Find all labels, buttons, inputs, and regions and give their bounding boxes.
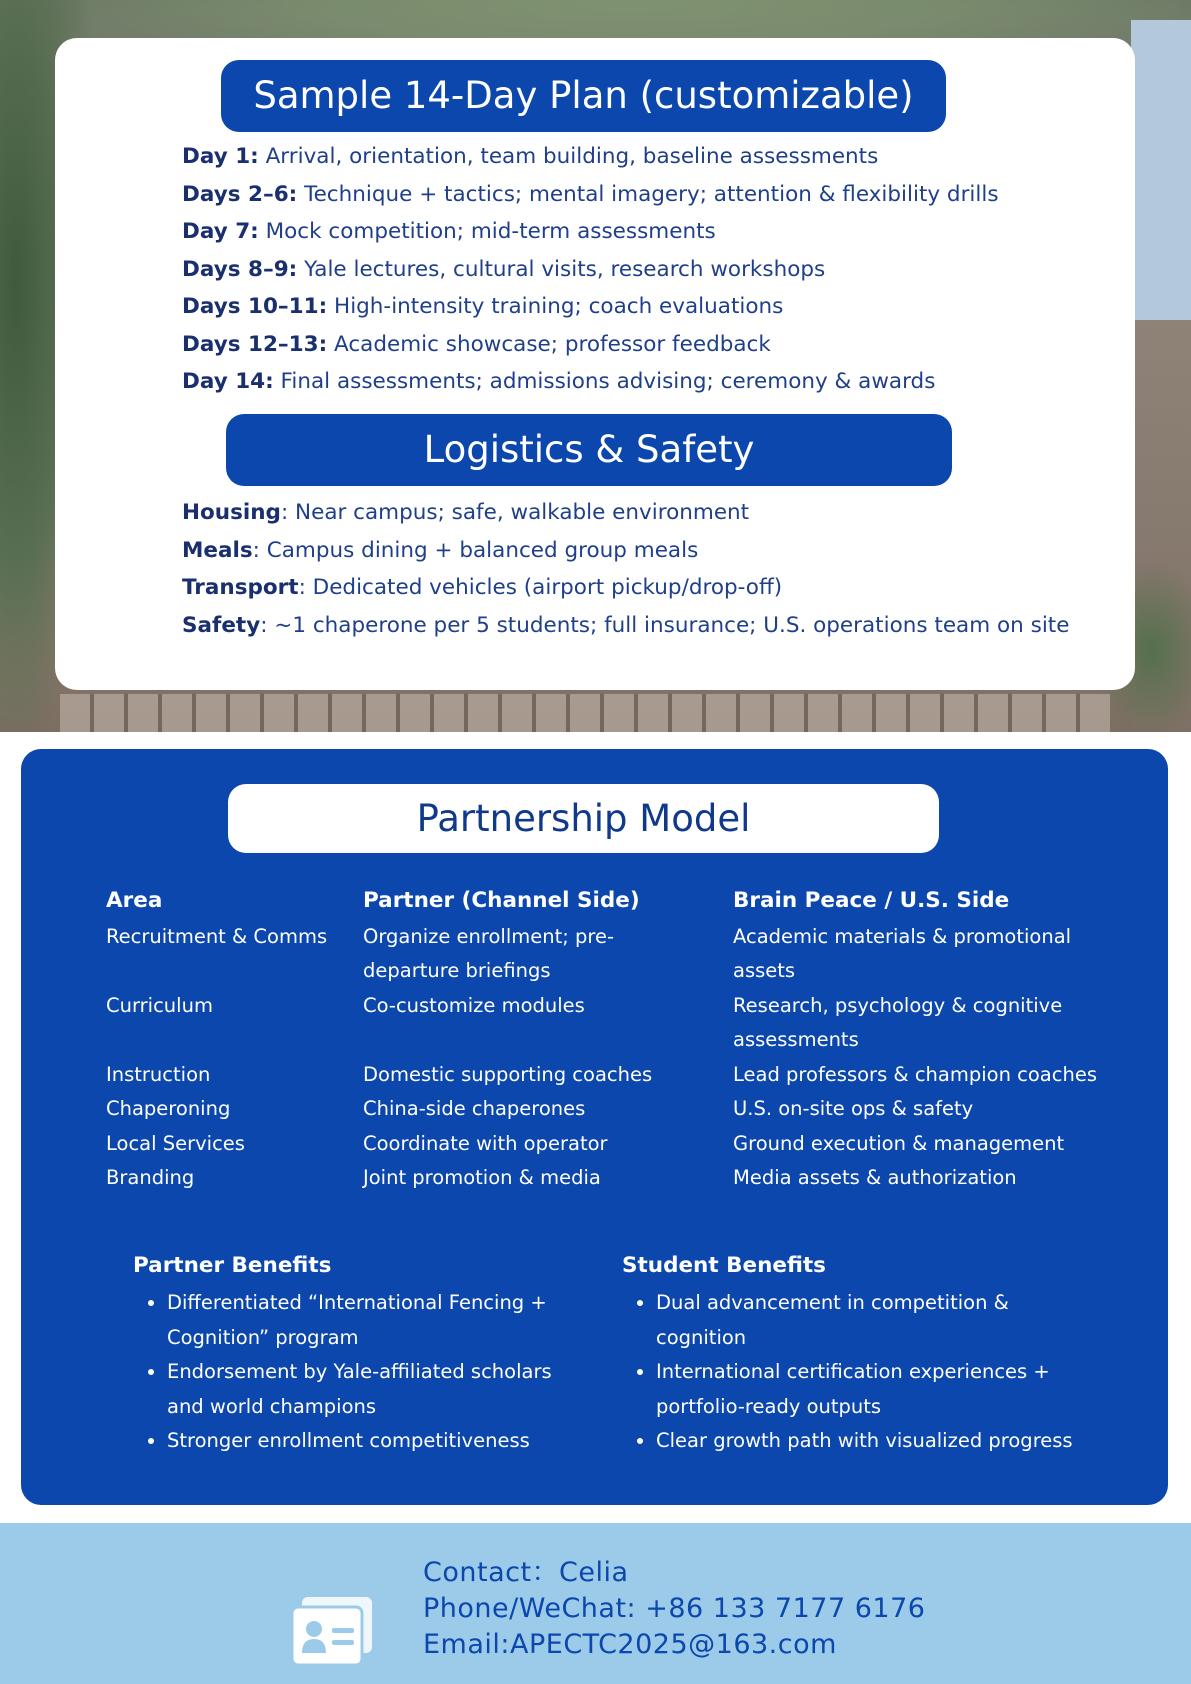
partner-benefits [133, 1253, 553, 1459]
contact-email[interactable]: Email:APECTC2025@163.com [423, 1629, 837, 1660]
list-item: • Stronger enrollment competitiveness [167, 1424, 553, 1459]
table-cell-us-side: Ground execution & management [733, 1132, 1065, 1155]
table-header-us-side: Brain Peace / U.S. Side [733, 888, 1010, 913]
logistics-title: Logistics & Safety [226, 414, 952, 486]
table-header-partner: Partner (Channel Side) [363, 888, 640, 913]
table-cell-us-side: Lead professors & champion coaches [733, 1063, 1097, 1086]
list-item: • International certification experiences + portfolio-ready outputs [656, 1355, 1092, 1424]
table-cell-us-side: U.S. on-site ops & safety [733, 1097, 974, 1120]
partnership-title: Partnership Model [228, 784, 939, 853]
list-item: • Dual advancement in competition & cognition [656, 1286, 1092, 1355]
building-windows [60, 694, 1110, 732]
plan-day-item: Days 8–9: Yale lectures, cultural visits, research workshops [182, 256, 826, 282]
list-item: • Clear growth path with visualized progress [656, 1424, 1092, 1459]
logistics-item: Meals: Campus dining + balanced group meals [182, 537, 699, 563]
table-cell-area: Chaperoning [106, 1097, 231, 1120]
plan-day-item: Day 7: Mock competition; mid-term assessments [182, 219, 716, 244]
student-benefits-title: Student Benefits [622, 1253, 826, 1278]
list-item: • Endorsement by Yale-affiliated scholars and world champions [167, 1355, 553, 1424]
plan-day-item: Days 12–13: Academic showcase; professor feedback [182, 331, 771, 357]
table-cell-us-side: Research, psychology & cognitive assessments [733, 994, 1063, 1051]
table-cell-area: Instruction [106, 1063, 211, 1086]
table-cell-partner: China-side chaperones [363, 1097, 586, 1120]
logistics-item: Safety: ~1 chaperone per 5 students; full insurance; U.S. operations team on site [182, 612, 1070, 638]
plan-day-item: Days 10–11: High-intensity training; coach evaluations [182, 294, 784, 319]
plan-day-item: Day 14: Final assessments; admissions advising; ceremony & awards [182, 369, 936, 394]
plan-day-item: Day 1: Arrival, orientation, team building, baseline assessments [182, 144, 879, 169]
table-cell-us-side: Media assets & authorization [733, 1166, 1017, 1189]
logistics-item: Transport: Dedicated vehicles (airport pickup/drop-off) [182, 575, 783, 600]
list-item: • Differentiated “International Fencing + Cognition” program [167, 1286, 553, 1355]
sky-patch [1131, 20, 1191, 320]
contact-name: Contact：Celia [423, 1557, 629, 1588]
logistics-list [182, 494, 1069, 644]
contact-phone[interactable]: Phone/WeChat: +86 133 7177 6176 [423, 1593, 926, 1624]
table-cell-area: Local Services [106, 1132, 245, 1155]
student-benefits-list [622, 1286, 1092, 1459]
table-cell-partner: Coordinate with operator [363, 1132, 608, 1155]
table-cell-partner: Organize enrollment; pre-departure briefings [363, 925, 615, 982]
table-cell-partner: Co-customize modules [363, 994, 585, 1017]
table-cell-partner: Joint promotion & media [363, 1166, 601, 1189]
contact-info [423, 1555, 925, 1663]
logistics-item: Housing: Near campus; safe, walkable environment [182, 500, 750, 525]
table-cell-area: Curriculum [106, 994, 213, 1017]
contact-card-icon [290, 1595, 374, 1667]
table-cell-area: Recruitment & Comms [106, 925, 328, 948]
table-cell-partner: Domestic supporting coaches [363, 1063, 653, 1086]
partner-benefits-list [133, 1286, 553, 1459]
plan-day-item: Days 2–6: Technique + tactics; mental imagery; attention & flexibility drills [182, 181, 999, 207]
student-benefits [622, 1253, 1092, 1459]
table-cell-us-side: Academic materials & promotional assets [733, 925, 1072, 982]
contact-footer [0, 1523, 1191, 1684]
table-cell-area: Branding [106, 1166, 195, 1189]
plan-day-list [182, 138, 999, 401]
partner-benefits-title: Partner Benefits [133, 1253, 332, 1278]
table-header-area: Area [106, 888, 163, 913]
plan-title: Sample 14-Day Plan (customizable) [221, 60, 946, 132]
